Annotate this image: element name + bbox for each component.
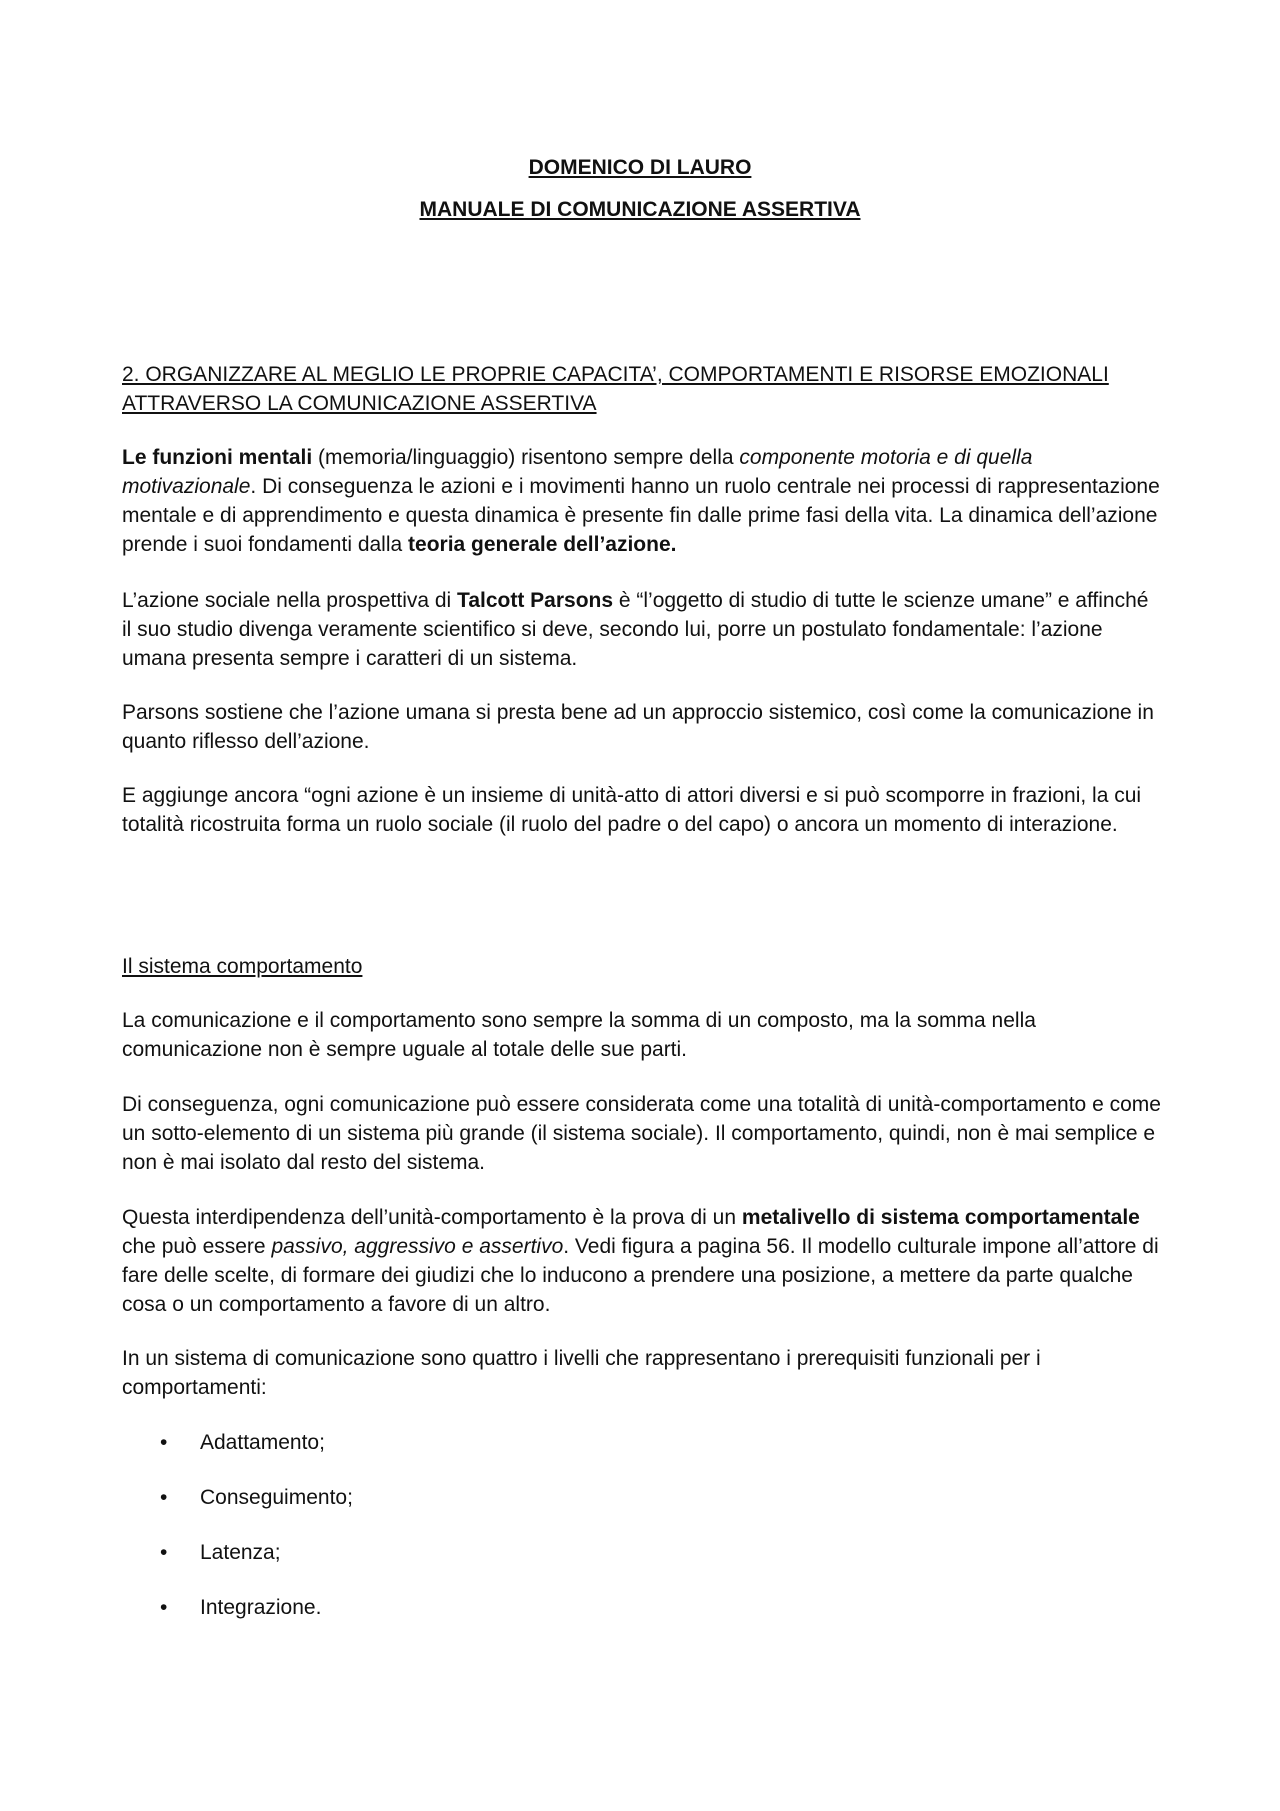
bullet-icon: • [160,1431,168,1454]
italic-term: passivo, aggressivo e assertivo [271,1235,564,1258]
paragraph-totalita: Di conseguenza, ogni comunicazione può essere considerata come una totalità di unità-comportamento e come un sotto-elemento di un sistema più grande (il sistema sociale). Il comportamento, quindi, non è mai semplice e non è mai isolato dal resto del sistema. [122,1093,1161,1174]
text-run: è “l’oggetto di studio di tutte le scienze umane” e affinché il suo studio divenga veramente scientifico si deve, secondo lui, porre un postulato fondamentale: l’azione umana presenta sempre i caratteri di un sistema. [122,589,1149,670]
author-heading: DOMENICO DI LAURO [528,156,752,179]
list-item-text: Adattamento; [200,1431,325,1454]
bold-term: metalivello di sistema comportamentale [741,1206,1140,1229]
chapter-heading-line1: 2. ORGANIZZARE AL MEGLIO LE PROPRIE CAPACITA’, COMPORTAMENTI E RISORSE EMOZIONALI [122,363,1109,386]
text-run: . Vedi figura a pagina 56. Il modello culturale impone all’attore di fare delle scelte, di formare dei giudizi che lo inducono a prendere una posizione, a mettere da parte qualche cosa o un comportamento a favore di un altro. [122,1235,1159,1316]
list-item-text: Conseguimento; [200,1486,353,1509]
paragraph-funzioni-mentali [122,443,1162,559]
bullet-icon: • [160,1596,168,1619]
text-run: (memoria/linguaggio) risentono sempre della [312,446,740,469]
bold-term: teoria generale dell’azione. [408,533,677,556]
chapter-heading [122,360,1162,418]
paragraph-livelli: In un sistema di comunicazione sono quattro i livelli che rappresentano i prerequisiti funzionali per i comportamenti: [122,1347,1041,1399]
list-item-text: Latenza; [200,1541,281,1564]
bullet-icon: • [160,1541,168,1564]
chapter-heading-line2: ATTRAVERSO LA COMUNICAZIONE ASSERTIVA [122,392,597,415]
bullet-icon: • [160,1486,168,1509]
paragraph-interdipendenza [122,1203,1162,1319]
section-heading [122,952,1162,981]
bold-term: Talcott Parsons [457,589,614,612]
bold-term: Le funzioni mentali [122,446,313,469]
text-run: che può essere [122,1235,272,1258]
list-item-text: Integrazione. [200,1596,322,1619]
text-run: L’azione sociale nella prospettiva di [122,589,458,612]
text-run: Questa interdipendenza dell’unità-comportamento è la prova di un [122,1206,742,1229]
paragraph-azione-sociale [122,586,1162,673]
section-heading-text: Il sistema comportamento [122,955,363,978]
book-title: MANUALE DI COMUNICAZIONE ASSERTIVA [419,198,861,221]
paragraph-parsons: Parsons sostiene che l’azione umana si presta bene ad un approccio sistemico, così come la comunicazione in quanto riflesso dell’azione. [122,701,1154,753]
paragraph-somma: La comunicazione e il comportamento sono sempre la somma di un composto, ma la somma nella comunicazione non è sempre uguale al totale delle sue parti. [122,1009,1036,1061]
paragraph-aggiunge: E aggiunge ancora “ogni azione è un insieme di unità-atto di attori diversi e si può scomporre in frazioni, la cui totalità ricostruita forma un ruolo sociale (il ruolo del padre o del capo) o ancora un momento di interazione. [122,784,1142,836]
text-run: . Di conseguenza le azioni e i movimenti hanno un ruolo centrale nei processi di rappresentazione mentale e di apprendimento e questa dinamica è presente fin dalle prime fasi della vita. La dinamica dell’azione prende i suoi fondamenti dalla [122,475,1160,556]
italic-term: componente motoria e di quella motivazionale [122,446,1033,498]
